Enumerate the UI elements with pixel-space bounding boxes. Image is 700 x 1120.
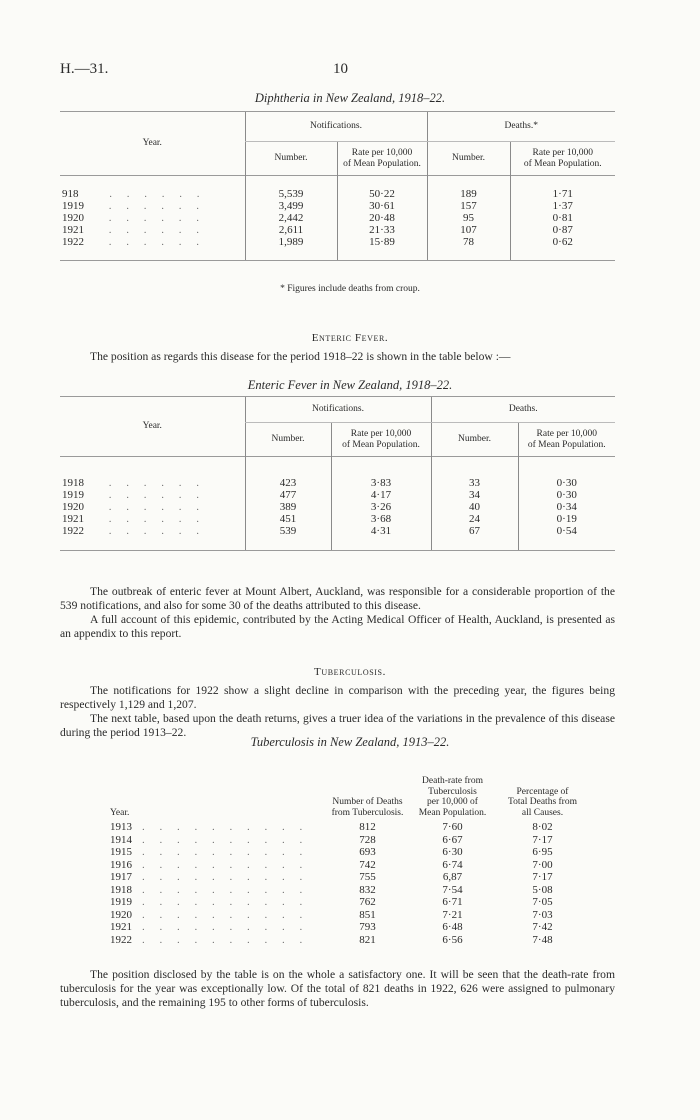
year-cell: 1918 [62, 476, 84, 489]
tuberculosis-caption: Tuberculosis in New Zealand, 1913–22. [250, 735, 450, 749]
page-number: 10 [333, 61, 348, 77]
notif-number-cell: 2,611 [245, 224, 337, 236]
year-cell: 1916 [110, 858, 132, 871]
death-number-cell: 40 [431, 501, 518, 513]
table-row [110, 921, 590, 934]
death-number-cell: 33 [431, 477, 518, 489]
tuberculosis-intro [60, 684, 615, 740]
death-rate-cell: 1·37 [510, 200, 615, 212]
year-cell: 1915 [110, 846, 132, 858]
death-number-cell: 95 [427, 212, 510, 224]
diphtheria-footnote: * Figures include deaths from croup. [280, 284, 420, 294]
enteric-para-1: The outbreak of enteric fever at Mount Albert, Auckland, was responsible for a considerable proportion of the 539 notifications, and also for some 30 of the deaths attributed to this disease. [60, 585, 615, 612]
table-row [110, 909, 590, 922]
col-notif-rate: Rate per 10,000 of Mean Population. [337, 142, 427, 176]
deaths-cell: 755 [359, 871, 376, 883]
year-cell: 1920 [110, 908, 132, 921]
leader-dots: . . . . . . . . . . [142, 883, 309, 896]
table-row [110, 821, 590, 834]
leader-dots: . . . . . . [108, 488, 205, 501]
year-cell: 1920 [62, 212, 84, 224]
rate-cell: 7·54 [442, 883, 463, 896]
leader-dots: . . . . . . [108, 500, 205, 513]
tuberculosis-para-1: The notifications for 1922 show a slight decline in comparison with the preceding year, the figures being respectively 1,129 and 1,207. [60, 684, 615, 711]
year-cell: 1913 [110, 821, 132, 833]
col-notif-rate: Rate per 10,000 of Mean Population. [331, 423, 431, 457]
death-rate-cell: 0·30 [518, 489, 615, 501]
rate-cell: 6,87 [442, 871, 463, 883]
death-rate-cell: 1·71 [510, 188, 615, 200]
col-death-number: Number. [427, 142, 510, 176]
death-rate-cell: 0·62 [510, 236, 615, 248]
col-death-rate: Rate per 10,000 of Mean Population. [510, 142, 615, 176]
notif-number-cell: 423 [245, 477, 331, 489]
col-year: Year. [60, 112, 245, 176]
col-death-rate: Death-rate from Tuberculosis per 10,000 of Mean Population. [418, 776, 487, 818]
year-cell: 1918 [110, 883, 132, 896]
year-cell: 1921 [62, 512, 84, 525]
tuberculosis-closing-text: The position disclosed by the table is on the whole a satisfactory one. It will be seen that the death-rate from tuberculosis for the year was exceptionally low. Of the total of 821 deaths in 1922, 626 were assigned to pulmonary tuberculosis, and the remaining 195 to other forms of tuberculosis. [60, 968, 615, 1009]
col-notifications: Notifications. [245, 397, 431, 423]
deaths-cell: 693 [359, 846, 376, 858]
deaths-cell: 812 [359, 821, 376, 833]
table-row [60, 200, 615, 212]
leader-dots: . . . . . . . . . . [142, 821, 309, 833]
year-cell: 918 [62, 188, 79, 200]
tuberculosis-para-2: The next table, based upon the death returns, gives a truer idea of the variations in the prevalence of this disease during the period 1913–22. [60, 712, 615, 739]
pct-cell: 8·02 [532, 821, 553, 833]
deaths-cell: 832 [359, 883, 376, 896]
table-row [60, 236, 615, 248]
table-row [60, 188, 615, 200]
diphtheria-table [60, 111, 615, 261]
death-number-cell: 24 [431, 513, 518, 525]
death-rate-cell: 0·87 [510, 224, 615, 236]
pct-cell: 7·17 [532, 833, 553, 846]
col-year: Year. [110, 807, 130, 818]
pct-cell: 7·03 [532, 908, 553, 921]
enteric-table [60, 396, 615, 551]
pct-cell: 7·48 [532, 933, 553, 946]
pct-cell: 7·00 [532, 858, 553, 871]
col-deaths: Deaths.* [427, 112, 615, 142]
diphtheria-caption: Diphtheria in New Zealand, 1918–22. [254, 91, 446, 105]
leader-dots: . . . . . . . . . . [142, 921, 309, 933]
pct-cell: 6·95 [532, 846, 553, 858]
table-row [110, 884, 590, 897]
rate-cell: 6·74 [442, 858, 463, 871]
year-cell: 1917 [110, 871, 132, 883]
pct-cell: 7·42 [532, 921, 553, 933]
col-notifications: Notifications. [245, 112, 427, 142]
tuberculosis-closing [60, 968, 615, 1010]
notif-number-cell: 1,989 [245, 236, 337, 248]
year-cell: 1919 [62, 200, 84, 212]
pct-cell: 7·05 [532, 896, 553, 908]
leader-dots: . . . . . . . . . . [142, 896, 309, 908]
death-rate-cell: 0·54 [518, 525, 615, 537]
pct-cell: 5·08 [532, 883, 553, 896]
deaths-cell: 793 [359, 921, 376, 933]
leader-dots: . . . . . . . . . . [142, 933, 309, 946]
leader-dots: . . . . . . . . . . [142, 846, 309, 858]
deaths-cell: 851 [359, 908, 376, 921]
year-cell: 1919 [62, 488, 84, 501]
leader-dots: . . . . . . . . . . [142, 871, 309, 883]
notif-rate-cell: 3·68 [331, 513, 431, 525]
death-rate-cell: 0·30 [518, 477, 615, 489]
rate-cell: 6·30 [442, 846, 463, 858]
table-row [110, 846, 590, 859]
leader-dots: . . . . . . [108, 476, 205, 489]
notif-rate-cell: 20·48 [337, 212, 427, 224]
year-cell: 1922 [62, 524, 84, 537]
notif-number-cell: 5,539 [245, 188, 337, 200]
table-row [110, 834, 590, 847]
notif-number-cell: 451 [245, 513, 331, 525]
col-deaths: Number of Deaths from Tuberculosis. [331, 797, 404, 818]
col-year: Year. [60, 397, 245, 457]
notif-rate-cell: 21·33 [337, 224, 427, 236]
notif-rate-cell: 15·89 [337, 236, 427, 248]
notif-rate-cell: 50·22 [337, 188, 427, 200]
leader-dots: . . . . . . [108, 224, 205, 236]
year-cell: 1914 [110, 833, 132, 846]
leader-dots: . . . . . . [109, 188, 206, 200]
notif-rate-cell: 4·31 [331, 525, 431, 537]
col-notif-number: Number. [245, 423, 331, 457]
notif-number-cell: 389 [245, 501, 331, 513]
death-number-cell: 67 [431, 525, 518, 537]
col-death-number: Number. [431, 423, 518, 457]
table-row [60, 477, 615, 489]
report-reference: H.—31. [60, 61, 109, 77]
rate-cell: 6·56 [442, 933, 463, 946]
col-deaths: Deaths. [431, 397, 615, 423]
enteric-intro [60, 350, 615, 364]
rate-cell: 6·48 [442, 921, 463, 933]
rate-cell: 7·60 [442, 821, 463, 833]
table-row [60, 224, 615, 236]
table-row [110, 859, 590, 872]
col-death-rate: Rate per 10,000 of Mean Population. [518, 423, 615, 457]
leader-dots: . . . . . . [108, 236, 205, 248]
death-number-cell: 189 [427, 188, 510, 200]
year-cell: 1922 [110, 933, 132, 946]
pct-cell: 7·17 [532, 871, 553, 883]
col-percentage: Percentage of Total Deaths from all Causes. [508, 786, 577, 818]
year-cell: 1920 [62, 500, 84, 513]
notif-number-cell: 2,442 [245, 212, 337, 224]
notif-rate-cell: 4·17 [331, 489, 431, 501]
tuberculosis-table [110, 749, 590, 946]
notif-rate-cell: 3·83 [331, 477, 431, 489]
death-number-cell: 107 [427, 224, 510, 236]
table-row [60, 513, 615, 525]
leader-dots: . . . . . . [108, 200, 205, 212]
table-row [60, 525, 615, 537]
deaths-cell: 728 [359, 833, 376, 846]
leader-dots: . . . . . . . . . . [142, 908, 309, 921]
rate-cell: 7·21 [442, 908, 463, 921]
notif-rate-cell: 3·26 [331, 501, 431, 513]
table-row [60, 501, 615, 513]
rate-cell: 6·67 [442, 833, 463, 846]
enteric-heading: Enteric Fever. [311, 332, 389, 344]
notif-number-cell: 477 [245, 489, 331, 501]
table-row [110, 871, 590, 884]
year-cell: 1919 [110, 896, 132, 908]
year-cell: 1921 [110, 921, 132, 933]
table-row [60, 212, 615, 224]
table-row [60, 489, 615, 501]
death-number-cell: 34 [431, 489, 518, 501]
deaths-cell: 762 [359, 896, 376, 908]
leader-dots: . . . . . . [108, 524, 205, 537]
notif-number-cell: 539 [245, 525, 331, 537]
deaths-cell: 821 [359, 933, 376, 946]
death-rate-cell: 0·34 [518, 501, 615, 513]
table-row [110, 934, 590, 947]
table-row [110, 896, 590, 909]
year-cell: 1921 [62, 224, 84, 236]
leader-dots: . . . . . . . . . . [142, 858, 309, 871]
death-rate-cell: 0·81 [510, 212, 615, 224]
leader-dots: . . . . . . [108, 512, 205, 525]
deaths-cell: 742 [359, 858, 376, 871]
year-cell: 1922 [62, 236, 84, 248]
enteric-discussion [60, 585, 615, 641]
death-number-cell: 78 [427, 236, 510, 248]
leader-dots: . . . . . . [108, 212, 205, 224]
col-notif-number: Number. [245, 142, 337, 176]
notif-number-cell: 3,499 [245, 200, 337, 212]
rate-cell: 6·71 [442, 896, 463, 908]
enteric-caption: Enteric Fever in New Zealand, 1918–22. [247, 378, 453, 392]
death-rate-cell: 0·19 [518, 513, 615, 525]
tuberculosis-heading: Tuberculosis. [314, 666, 386, 678]
death-number-cell: 157 [427, 200, 510, 212]
notif-rate-cell: 30·61 [337, 200, 427, 212]
enteric-para-2: A full account of this epidemic, contributed by the Acting Medical Officer of Health, Auckland, is presented as an appendix to this report. [60, 613, 615, 640]
leader-dots: . . . . . . . . . . [142, 833, 309, 846]
enteric-intro-text: The position as regards this disease for the period 1918–22 is shown in the table below :— [90, 350, 511, 363]
